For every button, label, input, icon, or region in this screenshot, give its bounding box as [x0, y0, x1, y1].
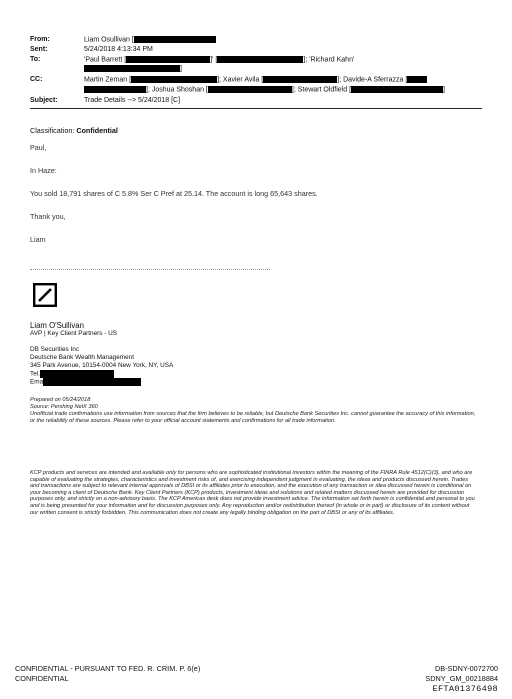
redaction — [208, 86, 292, 93]
to-label: To: — [30, 56, 41, 63]
footer-right-2: SDNY_GM_00218884 — [425, 674, 498, 683]
footer-left-1: CONFIDENTIAL - PURSUANT TO FED. R. CRIM. P. 6(e) — [15, 664, 201, 673]
signoff: Liam — [30, 235, 46, 244]
signature-email: Ema — [30, 378, 141, 386]
redaction — [134, 36, 216, 43]
sent-value: 5/24/2018 4:13:34 PM — [84, 46, 153, 53]
redaction — [126, 56, 210, 63]
signature-company-2: Deutsche Bank Wealth Management — [30, 354, 134, 361]
cc-value: Martin Zeman [ ]; Xavier Avila [ ]; Davide-A Sferrazza [ — [84, 76, 427, 83]
redaction — [40, 370, 114, 378]
subject-value: Trade Details --> 5/24/2018 [C] — [84, 97, 181, 104]
to-value: 'Paul Barrett [ ]' [ ]; 'Richard Kahn' — [84, 56, 355, 64]
kcp-disclaimer: KCP products and services are intended and available only for persons who are sophisticated institutional investors within the meaning of the FINRA Rule 4512(C)(3), and who are capable of evaluating the strategies, characteristics and investment risks of, and exercising independent judgment in evaluating, the ideas and products discussed herein. Trades and transactions are subject to relevant internal approvals of DBSI or its affiliates prior to execution, and the execution of any transaction or idea discussed herein is conditional on your becoming a client of Deutsche Bank. Key Client Partners (KCP) products, investment ideas and solutions and related matters discussed herein are provided for discussion purposes only, and strictly on a non-advisory basis. The KCP Americas desk does not provide investment advice. The information set forth herein is confidential and personal to you and is being presented for your information and for discussion purposes only. Any reproduction and/or redistribution thereof (in whole or in part) or disclosure of its content without our written consent is strictly forbidden. This communication does not create any legally binding obligation on the part of DBSI or any of its affiliates. — [30, 470, 475, 516]
deutsche-bank-logo-icon — [33, 283, 57, 307]
from-label: From: — [30, 36, 50, 43]
header-divider — [30, 108, 482, 109]
body-line-2: You sold 18,791 shares of C 5.8% Ser C Pref at 25.14. The account is long 65,643 shares. — [30, 189, 318, 198]
signature-company-1: DB Securities Inc — [30, 346, 80, 353]
redaction — [263, 76, 337, 83]
sent-label: Sent: — [30, 46, 48, 53]
redaction — [351, 86, 443, 93]
thanks: Thank you, — [30, 212, 66, 221]
cc-value-cont: ]; Joshua Shoshan [ ]; Stewart Oldfield [ ] — [84, 86, 445, 93]
prepared-on: Prepared on 05/24/2018 — [30, 397, 91, 403]
redaction — [131, 76, 217, 83]
footer-right-3: EFTA01376498 — [432, 684, 498, 694]
signature-name: Liam O'Sullivan — [30, 321, 84, 330]
body-line-1: In Haze: — [30, 166, 57, 175]
signature-divider — [30, 269, 270, 270]
redaction — [84, 86, 146, 93]
signature-address: 345 Park Avenue, 10154-0004 New York, NY, USA — [30, 362, 174, 369]
source-note: Source: Pershing NetX 360 — [30, 404, 98, 410]
footer-right-1: DB-SDNY-0072700 — [434, 664, 498, 673]
from-value: Liam Osullivan [ — [84, 36, 216, 43]
cc-label: CC: — [30, 76, 43, 83]
redaction — [217, 56, 303, 63]
to-value-cont: ] — [84, 65, 182, 72]
redaction — [407, 76, 427, 83]
trade-disclaimer: Unofficial trade confirmations use information from sources that the firm believes to be reliable, but Deutsche Bank Securities Inc. cannot guarantee the accuracy of this information, or the reliability of these sources. Please refer to your official account statements and confirmations for all trade information. — [30, 411, 476, 424]
greeting: Paul, — [30, 143, 47, 152]
classification: Classification: Confidential — [30, 126, 118, 135]
redaction — [43, 378, 141, 386]
redaction — [84, 65, 180, 72]
deutsche-bank-logo-icon-svg — [33, 283, 57, 307]
footer-left-2: CONFIDENTIAL — [15, 674, 69, 683]
subject-label: Subject: — [30, 97, 58, 104]
signature-title: AVP | Key Client Partners - US — [30, 330, 118, 337]
signature-tel: Tel. — [30, 370, 114, 378]
